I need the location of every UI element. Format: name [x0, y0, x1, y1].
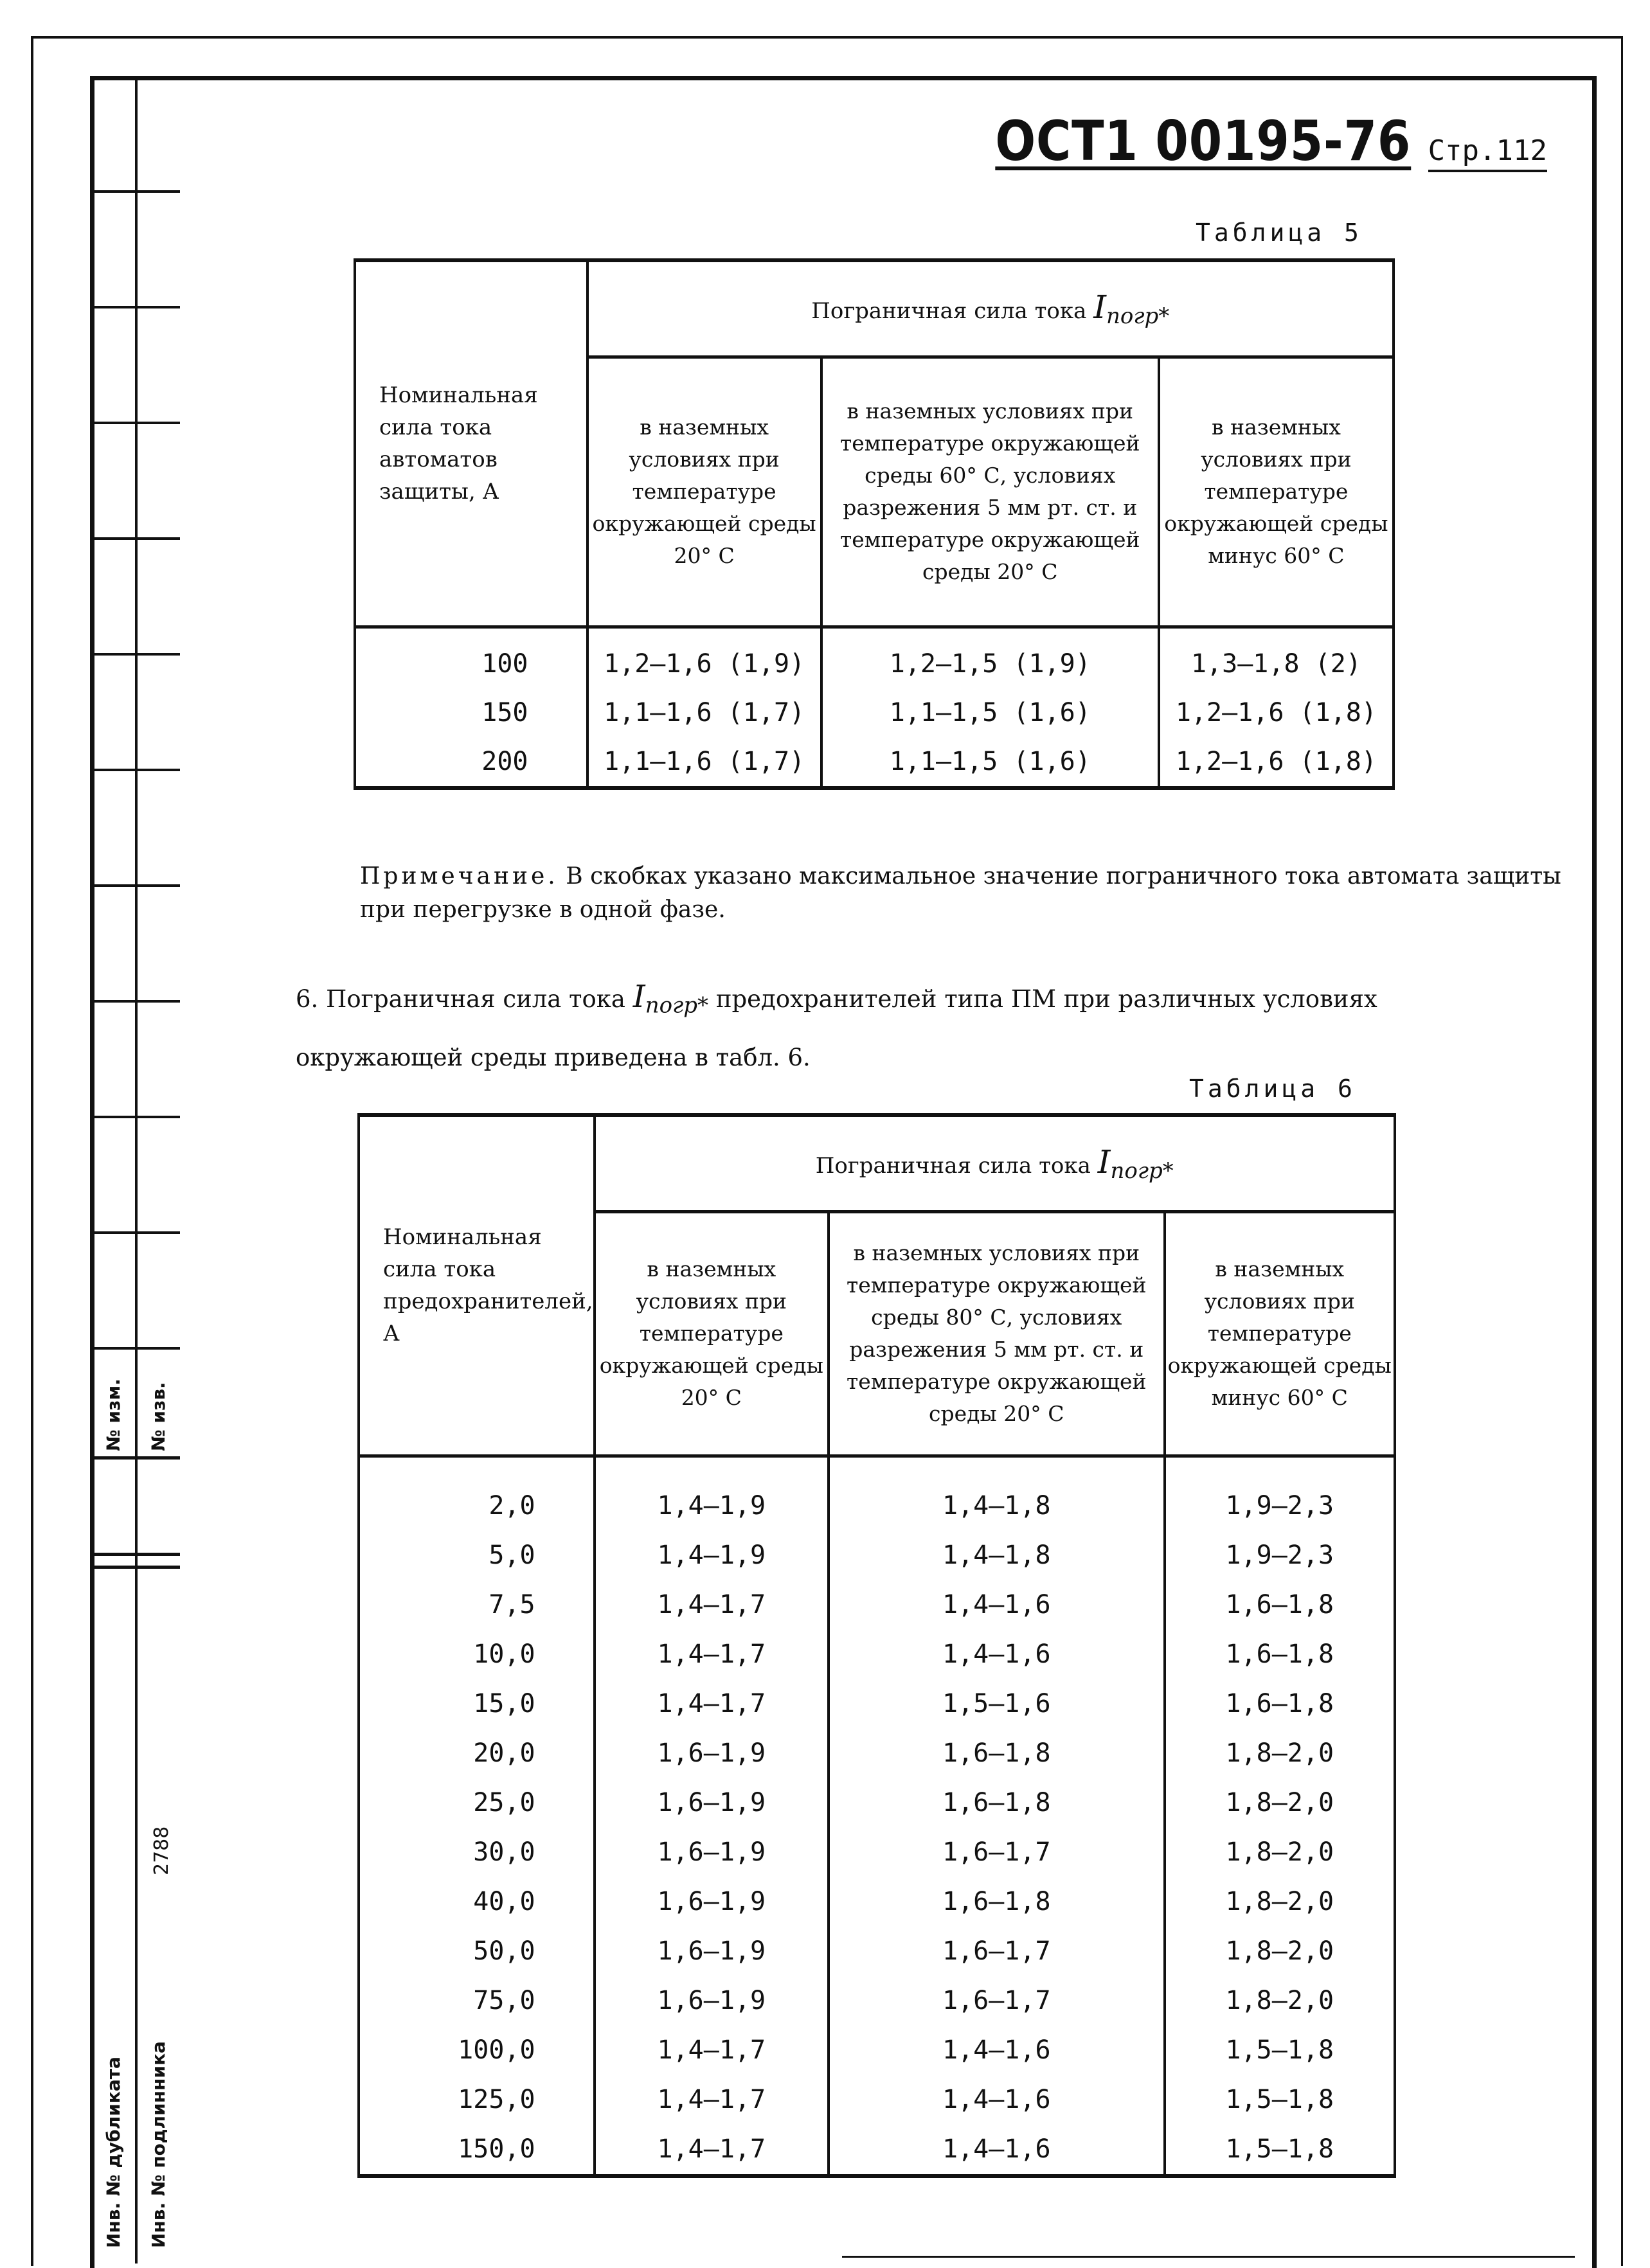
- strip-rule: [90, 769, 180, 771]
- table-row: [359, 1976, 1395, 2026]
- dup-label: Инв. № дубликата: [103, 2057, 124, 2248]
- table6-nominal: 5,0: [359, 1531, 595, 1580]
- table6-cell: 1,4–1,7: [595, 1580, 829, 1630]
- table6-cell: 1,4–1,7: [595, 2075, 829, 2125]
- table6-col-3: в наземных условиях при температуре окружающей среды минус 60° С: [1165, 1211, 1395, 1456]
- table6-cell: 1,4–1,6: [829, 1630, 1164, 1679]
- table6-col-2: в наземных условиях при температуре окружающей среды 80° С, условиях разрежения 5 мм рт. ст. и температуре окружающей среды 20° С: [829, 1211, 1164, 1456]
- table6-nominal: 2,0: [359, 1481, 595, 1531]
- table5-nominal: 200: [355, 737, 587, 788]
- table5-cell: 1,3–1,8 (2): [1159, 639, 1394, 688]
- table6-cell: 1,6–1,7: [829, 1828, 1164, 1877]
- group-header-text: Пограничная сила тока: [815, 1152, 1091, 1179]
- table6-nominal: 75,0: [359, 1976, 595, 2026]
- table-row: [359, 2075, 1395, 2125]
- table6-cell: 1,8–2,0: [1165, 1828, 1395, 1877]
- table6-cell: 1,6–1,7: [829, 1976, 1164, 2026]
- table-row: [359, 1778, 1395, 1828]
- table6-cell: 1,6–1,7: [829, 1927, 1164, 1976]
- strip-rule: [90, 1000, 180, 1003]
- table6-nominal: 125,0: [359, 2075, 595, 2125]
- strip-rule: [90, 1566, 180, 1569]
- table6-cell: 1,6–1,9: [595, 1976, 829, 2026]
- table6-cell: 1,6–1,8: [829, 1877, 1164, 1927]
- bottom-rule: [842, 2256, 1575, 2258]
- table6-cell: 1,4–1,6: [829, 1580, 1164, 1630]
- orig-label: Инв. № подлинника: [148, 2041, 169, 2248]
- table6-cell: 1,9–2,3: [1165, 1481, 1395, 1531]
- table5-caption: Таблица 5: [1196, 219, 1363, 247]
- table-row: [359, 1877, 1395, 1927]
- table6-nominal: 20,0: [359, 1729, 595, 1778]
- table6-cell: 1,5–1,8: [1165, 2125, 1395, 2176]
- table5-cell: 1,1–1,5 (1,6): [821, 688, 1159, 737]
- strip-divider: [135, 76, 138, 2264]
- table6-cell: 1,6–1,9: [595, 1828, 829, 1877]
- table6-group-header: [595, 1115, 1395, 1211]
- table5-cell: 1,2–1,6 (1,8): [1159, 737, 1394, 788]
- table6-nominal: 50,0: [359, 1927, 595, 1976]
- table6-caption: Таблица 6: [1189, 1075, 1356, 1103]
- symbol: I: [632, 979, 645, 1015]
- strip-rule: [90, 1553, 180, 1556]
- note-label: Примечание.: [360, 863, 559, 889]
- table6-cell: 1,4–1,9: [595, 1531, 829, 1580]
- table6-cell: 1,6–1,8: [829, 1778, 1164, 1828]
- strip-rule: [90, 306, 180, 308]
- table6-cell: 1,8–2,0: [1165, 1927, 1395, 1976]
- table6-cell: 1,6–1,8: [1165, 1580, 1395, 1630]
- table-row: [355, 688, 1394, 737]
- table-row: [359, 1531, 1395, 1580]
- table6-cell: 1,9–2,3: [1165, 1531, 1395, 1580]
- strip-rule: [90, 190, 180, 193]
- strip-rule: [90, 1456, 180, 1460]
- strip-rule: [90, 422, 180, 424]
- table5-row-header: Номинальная сила тока автоматов защиты, А: [355, 260, 587, 627]
- table6-cell: 1,6–1,9: [595, 1927, 829, 1976]
- paragraph-6: [296, 970, 1549, 1084]
- izv-label: № изв.: [148, 1382, 169, 1451]
- page-header: [928, 109, 1547, 174]
- table6-cell: 1,5–1,6: [829, 1679, 1164, 1729]
- table5-col-3: в наземных условиях при температуре окружающей среды минус 60° С: [1159, 357, 1394, 627]
- strip-rule: [90, 1347, 180, 1350]
- strip-rule: [90, 537, 180, 540]
- margin-strip: [90, 76, 180, 2264]
- note-text: В скобках указано максимальное значение пограничного тока автомата защиты при перегрузке в одной фазе.: [360, 863, 1561, 923]
- table6-body: [359, 1481, 1395, 2176]
- strip-rule: [90, 884, 180, 887]
- table5-cell: 1,2–1,6 (1,8): [1159, 688, 1394, 737]
- table-row: [359, 1828, 1395, 1877]
- table6-cell: 1,6–1,8: [1165, 1630, 1395, 1679]
- table5: [354, 258, 1395, 790]
- table-row: [359, 1481, 1395, 1531]
- paragraph-text-before: 6. Пограничная сила тока: [296, 985, 625, 1013]
- table6-cell: 1,8–2,0: [1165, 1877, 1395, 1927]
- paragraph-text-after: предохранителей типа ПМ при различных условиях окружающей среды приведена в табл. 6.: [296, 985, 1377, 1072]
- table5-cell: 1,1–1,5 (1,6): [821, 737, 1159, 788]
- table6-cell: 1,4–1,6: [829, 2075, 1164, 2125]
- table6-nominal: 15,0: [359, 1679, 595, 1729]
- table5-cell: 1,1–1,6 (1,7): [587, 737, 821, 788]
- izm-label: № изм.: [103, 1379, 124, 1451]
- table5-cell: 1,2–1,6 (1,9): [587, 639, 821, 688]
- table6-cell: 1,4–1,7: [595, 2125, 829, 2176]
- table6-cell: 1,4–1,9: [595, 1481, 829, 1531]
- table5-cell: 1,1–1,6 (1,7): [587, 688, 821, 737]
- table5-col-2: в наземных условиях при температуре окружающей среды 60° С, условиях разрежения 5 мм рт. ст. и температуре окружающей среды 20° С: [821, 357, 1159, 627]
- table6-cell: 1,8–2,0: [1165, 1729, 1395, 1778]
- symbol-subscript: погр*: [1110, 1157, 1174, 1184]
- table-row: [359, 1729, 1395, 1778]
- symbol: I: [1093, 288, 1106, 326]
- table6-nominal: 30,0: [359, 1828, 595, 1877]
- table6-cell: 1,6–1,9: [595, 1778, 829, 1828]
- table6-cell: 1,4–1,6: [829, 2026, 1164, 2075]
- table6-cell: 1,4–1,7: [595, 2026, 829, 2075]
- table-row: [355, 737, 1394, 788]
- table6-nominal: 40,0: [359, 1877, 595, 1927]
- table-row: [359, 1580, 1395, 1630]
- document-code: ОСТ1 00195-76: [995, 109, 1412, 174]
- symbol: I: [1097, 1143, 1111, 1181]
- table6-cell: 1,4–1,8: [829, 1531, 1164, 1580]
- symbol-subscript: погр*: [1106, 303, 1170, 329]
- group-header-text: Пограничная сила тока: [811, 298, 1087, 324]
- table5-col-1: в наземных условиях при температуре окружающей среды 20° С: [587, 357, 821, 627]
- strip-rule: [90, 1116, 180, 1118]
- table6-cell: 1,4–1,8: [829, 1481, 1164, 1531]
- table5-nominal: 100: [355, 639, 587, 688]
- table6-col-1: в наземных условиях при температуре окружающей среды 20° С: [595, 1211, 829, 1456]
- table6-cell: 1,6–1,8: [829, 1729, 1164, 1778]
- table6-cell: 1,6–1,8: [1165, 1679, 1395, 1729]
- table6-cell: 1,5–1,8: [1165, 2075, 1395, 2125]
- table-row: [359, 2026, 1395, 2075]
- table6-cell: 1,4–1,7: [595, 1630, 829, 1679]
- table6: [357, 1113, 1396, 2178]
- table6-nominal: 10,0: [359, 1630, 595, 1679]
- page-number: Стр.112: [1428, 134, 1547, 172]
- strip-rule: [90, 653, 180, 656]
- table-row: [359, 1630, 1395, 1679]
- strip-rule: [90, 1231, 180, 1234]
- table-row: [355, 639, 1394, 688]
- table5-nominal: 150: [355, 688, 587, 737]
- table5-group-header: [587, 260, 1394, 357]
- table-row: [359, 1679, 1395, 1729]
- table6-nominal: 7,5: [359, 1580, 595, 1630]
- table-row: [359, 2125, 1395, 2176]
- table6-cell: 1,8–2,0: [1165, 1778, 1395, 1828]
- table5-cell: 1,2–1,5 (1,9): [821, 639, 1159, 688]
- table6-cell: 1,4–1,6: [829, 2125, 1164, 2176]
- table6-nominal: 150,0: [359, 2125, 595, 2176]
- table6-cell: 1,6–1,9: [595, 1729, 829, 1778]
- table6-cell: 1,8–2,0: [1165, 1976, 1395, 2026]
- table6-nominal: 25,0: [359, 1778, 595, 1828]
- table6-cell: 1,5–1,8: [1165, 2026, 1395, 2075]
- table6-cell: 1,4–1,7: [595, 1679, 829, 1729]
- table6-nominal: 100,0: [359, 2026, 595, 2075]
- table-row: [359, 1927, 1395, 1976]
- table5-note: [360, 860, 1581, 927]
- table6-cell: 1,6–1,9: [595, 1877, 829, 1927]
- symbol-subscript: погр*: [645, 992, 709, 1019]
- table6-row-header: Номинальная сила тока предохранителей, А: [359, 1115, 595, 1456]
- inventory-number: 2788: [150, 1826, 173, 1875]
